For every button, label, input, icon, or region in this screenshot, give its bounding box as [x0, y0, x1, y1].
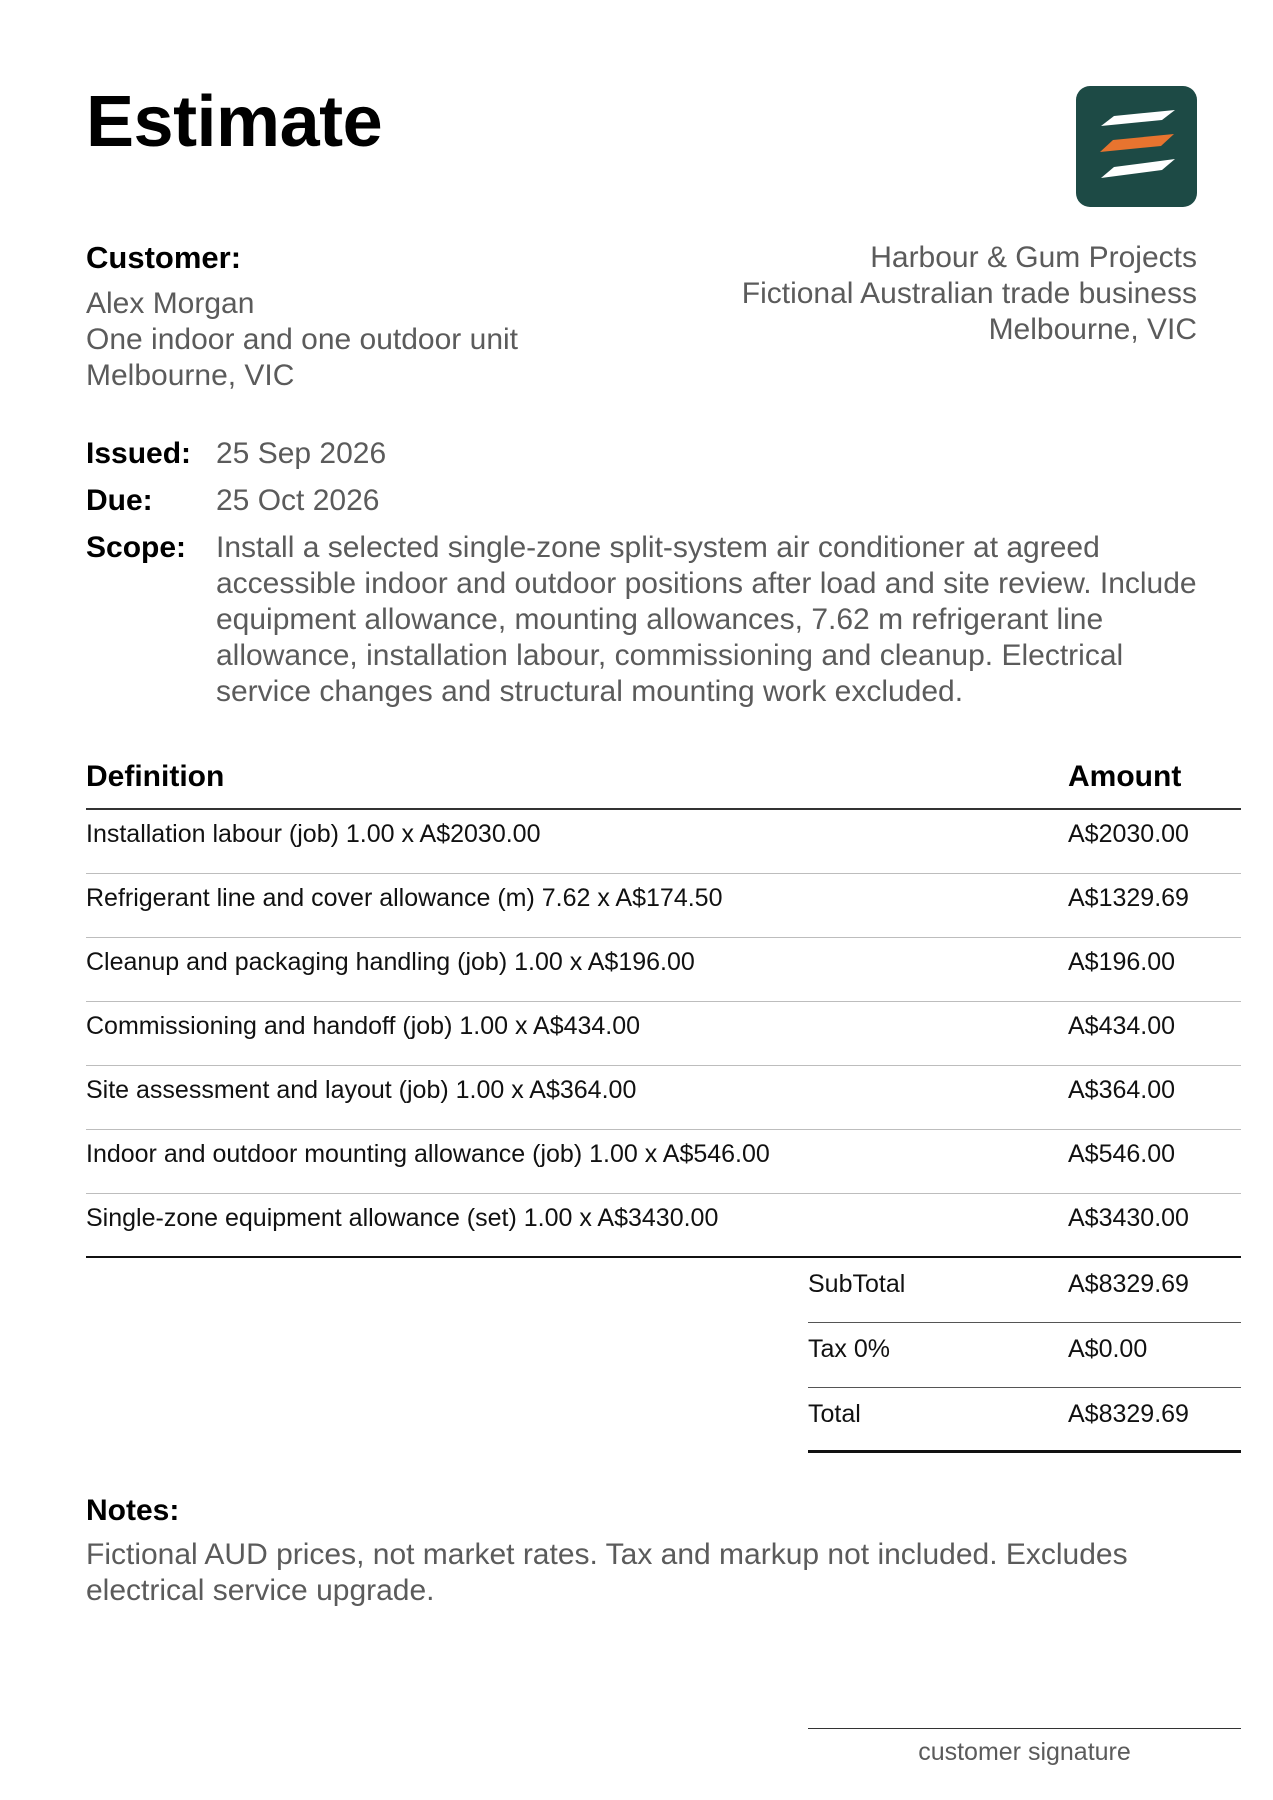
row-definition: Single-zone equipment allowance (set) 1.00 x A$3430.00 — [86, 1204, 719, 1232]
customer-details — [86, 286, 518, 394]
table-row — [86, 1194, 1241, 1258]
subtotal-value: A$8329.69 — [1068, 1270, 1189, 1298]
company-line-3: Melbourne, VIC — [988, 313, 1197, 346]
scope-label: Scope: — [86, 531, 187, 564]
issued-row — [86, 436, 1216, 472]
row-definition: Cleanup and packaging handling (job) 1.00 x A$196.00 — [86, 948, 695, 976]
subtotal-row — [808, 1258, 1241, 1323]
scope-row — [86, 530, 1216, 710]
row-amount: A$364.00 — [1068, 1076, 1176, 1104]
estimate-meta — [86, 436, 1216, 721]
row-definition: Commissioning and handoff (job) 1.00 x A$434.00 — [86, 1012, 641, 1040]
row-amount: A$2030.00 — [1068, 820, 1189, 848]
table-row — [86, 874, 1241, 938]
row-amount: A$1329.69 — [1068, 884, 1189, 912]
row-definition: Indoor and outdoor mounting allowance (job) 1.00 x A$546.00 — [86, 1140, 770, 1168]
row-amount: A$196.00 — [1068, 948, 1176, 976]
stacked-layers-logo-icon — [1076, 86, 1197, 207]
customer-label: Customer: — [86, 240, 242, 275]
totals-block — [808, 1258, 1241, 1453]
due-row — [86, 483, 1216, 519]
row-amount: A$434.00 — [1068, 1012, 1176, 1040]
company-line-2: Fictional Australian trade business — [741, 277, 1197, 310]
company-name: Harbour & Gum Projects — [870, 241, 1197, 274]
notes-text: Fictional AUD prices, not market rates. Tax and markup not included. Excludes electrical service upgrade. — [86, 1538, 1128, 1607]
row-definition: Site assessment and layout (job) 1.00 x A$364.00 — [86, 1076, 637, 1104]
notes-label: Notes: — [86, 1494, 180, 1527]
total-label: Total — [808, 1400, 861, 1428]
header-amount: Amount — [1068, 760, 1182, 793]
signature-line — [808, 1728, 1241, 1729]
scope-text: Install a selected single-zone split-system air conditioner at agreed accessible indoor and outdoor positions after load and site review. Include equipment allowance, mounting allowances, 7.62 m refrigerant line allowance, installation labour, commissioning and cleanup. Electrical service changes and structural mounting work excluded. — [216, 531, 1197, 708]
total-value: A$8329.69 — [1068, 1400, 1189, 1428]
subtotal-label: SubTotal — [808, 1270, 906, 1298]
table-row — [86, 938, 1241, 1002]
table-row — [86, 1130, 1241, 1194]
table-row — [86, 810, 1241, 874]
table-row — [86, 1002, 1241, 1066]
row-definition: Installation labour (job) 1.00 x A$2030.00 — [86, 820, 541, 848]
total-row — [808, 1388, 1241, 1453]
customer-line-2: One indoor and one outdoor unit — [86, 323, 518, 356]
company-details — [597, 240, 1197, 348]
row-amount: A$546.00 — [1068, 1140, 1176, 1168]
table-row — [86, 1066, 1241, 1130]
due-label: Due: — [86, 484, 153, 517]
row-definition: Refrigerant line and cover allowance (m) 7.62 x A$174.50 — [86, 884, 723, 912]
table-header — [86, 760, 1241, 810]
header-definition: Definition — [86, 760, 225, 793]
line-items-table — [86, 760, 1241, 1258]
row-amount: A$3430.00 — [1068, 1204, 1189, 1232]
customer-name: Alex Morgan — [86, 287, 255, 320]
signature-label: customer signature — [918, 1738, 1131, 1766]
tax-label: Tax 0% — [808, 1335, 890, 1363]
issued-date: 25 Sep 2026 — [216, 437, 387, 470]
due-date: 25 Oct 2026 — [216, 484, 380, 517]
customer-line-3: Melbourne, VIC — [86, 359, 295, 392]
document-title: Estimate — [86, 82, 383, 162]
tax-value: A$0.00 — [1068, 1335, 1148, 1363]
tax-row — [808, 1323, 1241, 1388]
issued-label: Issued: — [86, 437, 192, 470]
